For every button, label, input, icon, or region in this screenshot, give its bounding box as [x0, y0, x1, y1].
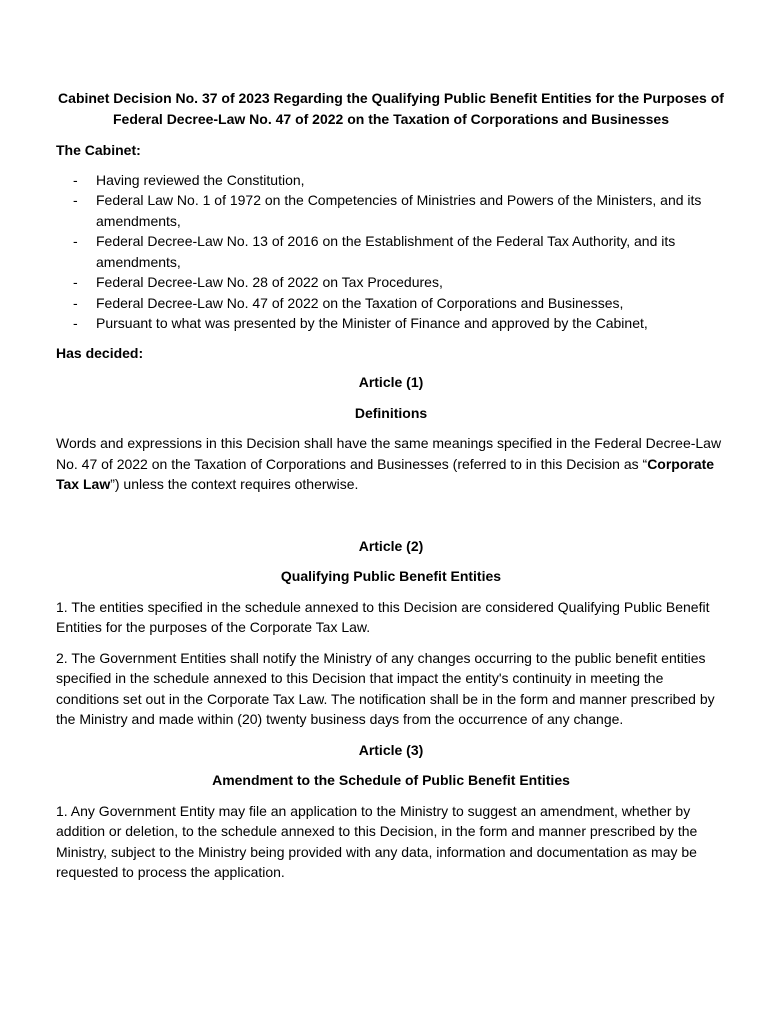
article-2	[56, 536, 726, 730]
list-dash: -	[73, 315, 78, 331]
paragraph-text: ”) unless the context requires otherwise.	[110, 476, 359, 492]
document-title: Cabinet Decision No. 37 of 2023 Regarding the Qualifying Public Benefit Entities for the Purposes of Federal Decree-Law No. 47 of 2022 on the Taxation of Corporations and Businesses	[58, 90, 724, 127]
list-item	[56, 313, 726, 334]
list-dash: -	[73, 171, 78, 188]
article-heading: Definitions	[354, 404, 428, 421]
defined-term: Corporate Tax Law	[56, 455, 715, 492]
list-item	[56, 231, 726, 272]
list-item	[56, 293, 726, 314]
list-item-text: Federal Law No. 1 of 1972 on the Competencies of Ministries and Powers of the Ministers, and its amendments,	[96, 192, 702, 229]
list-item	[56, 272, 726, 293]
list-dash: -	[73, 192, 78, 208]
article-paragraph	[56, 433, 726, 495]
document-page	[56, 88, 726, 893]
article-number: Article (2)	[358, 537, 424, 554]
list-item-text: Federal Decree-Law No. 28 of 2022 on Tax Procedures,	[96, 274, 443, 290]
list-item-text: Federal Decree-Law No. 47 of 2022 on the Taxation of Corporations and Businesses,	[96, 294, 624, 311]
list-dash: -	[73, 274, 78, 290]
list-dash: -	[73, 294, 78, 311]
list-item-text: Pursuant to what was presented by the Minister of Finance and approved by the Cabinet,	[96, 315, 648, 331]
article-paragraph: 2. The Government Entities shall notify the Ministry of any changes occurring to the public benefit entities specified in the schedule annexed to this Decision that impact the entity's continuity in meeting the conditions set out in the Corporate Tax Law. The notification shall be in the form and manner prescribed by the Ministry and made within (20) twenty business days from the occurrence of any change.	[56, 649, 715, 727]
list-item-text: Having reviewed the Constitution,	[96, 171, 305, 188]
section-spacer	[56, 505, 726, 536]
article-heading: Amendment to the Schedule of Public Benefit Entities	[212, 772, 570, 788]
article-1	[56, 372, 726, 495]
article-number: Article (3)	[358, 741, 424, 758]
preamble-label: The Cabinet:	[56, 142, 141, 158]
preamble-list	[56, 170, 726, 334]
decided-label: Has decided:	[56, 344, 144, 361]
article-paragraph: 1. The entities specified in the schedule annexed to this Decision are considered Qualifying Public Benefit Entities for the purposes of the Corporate Tax Law.	[56, 598, 710, 635]
article-3	[56, 740, 726, 883]
paragraph-text: Words and expressions in this Decision shall have the same meanings specified in the Federal Decree-Law No. 47 of 2022 on the Taxation of Corporations and Businesses (referred to in this Decision as “	[56, 435, 722, 472]
article-heading: Qualifying Public Benefit Entities	[280, 568, 502, 584]
article-number: Article (1)	[358, 374, 424, 390]
article-paragraph: 1. Any Government Entity may file an application to the Ministry to suggest an amendment, whether by addition or deletion, to the schedule annexed to this Decision, in the form and manner prescribed by the Ministry, subject to the Ministry being provided with any data, information and documentation as may be requested to process the application.	[56, 802, 698, 880]
list-dash: -	[73, 233, 78, 249]
list-item	[56, 190, 726, 231]
list-item	[56, 170, 726, 191]
list-item-text: Federal Decree-Law No. 13 of 2016 on the Establishment of the Federal Tax Authority, and its amendments,	[96, 233, 676, 270]
